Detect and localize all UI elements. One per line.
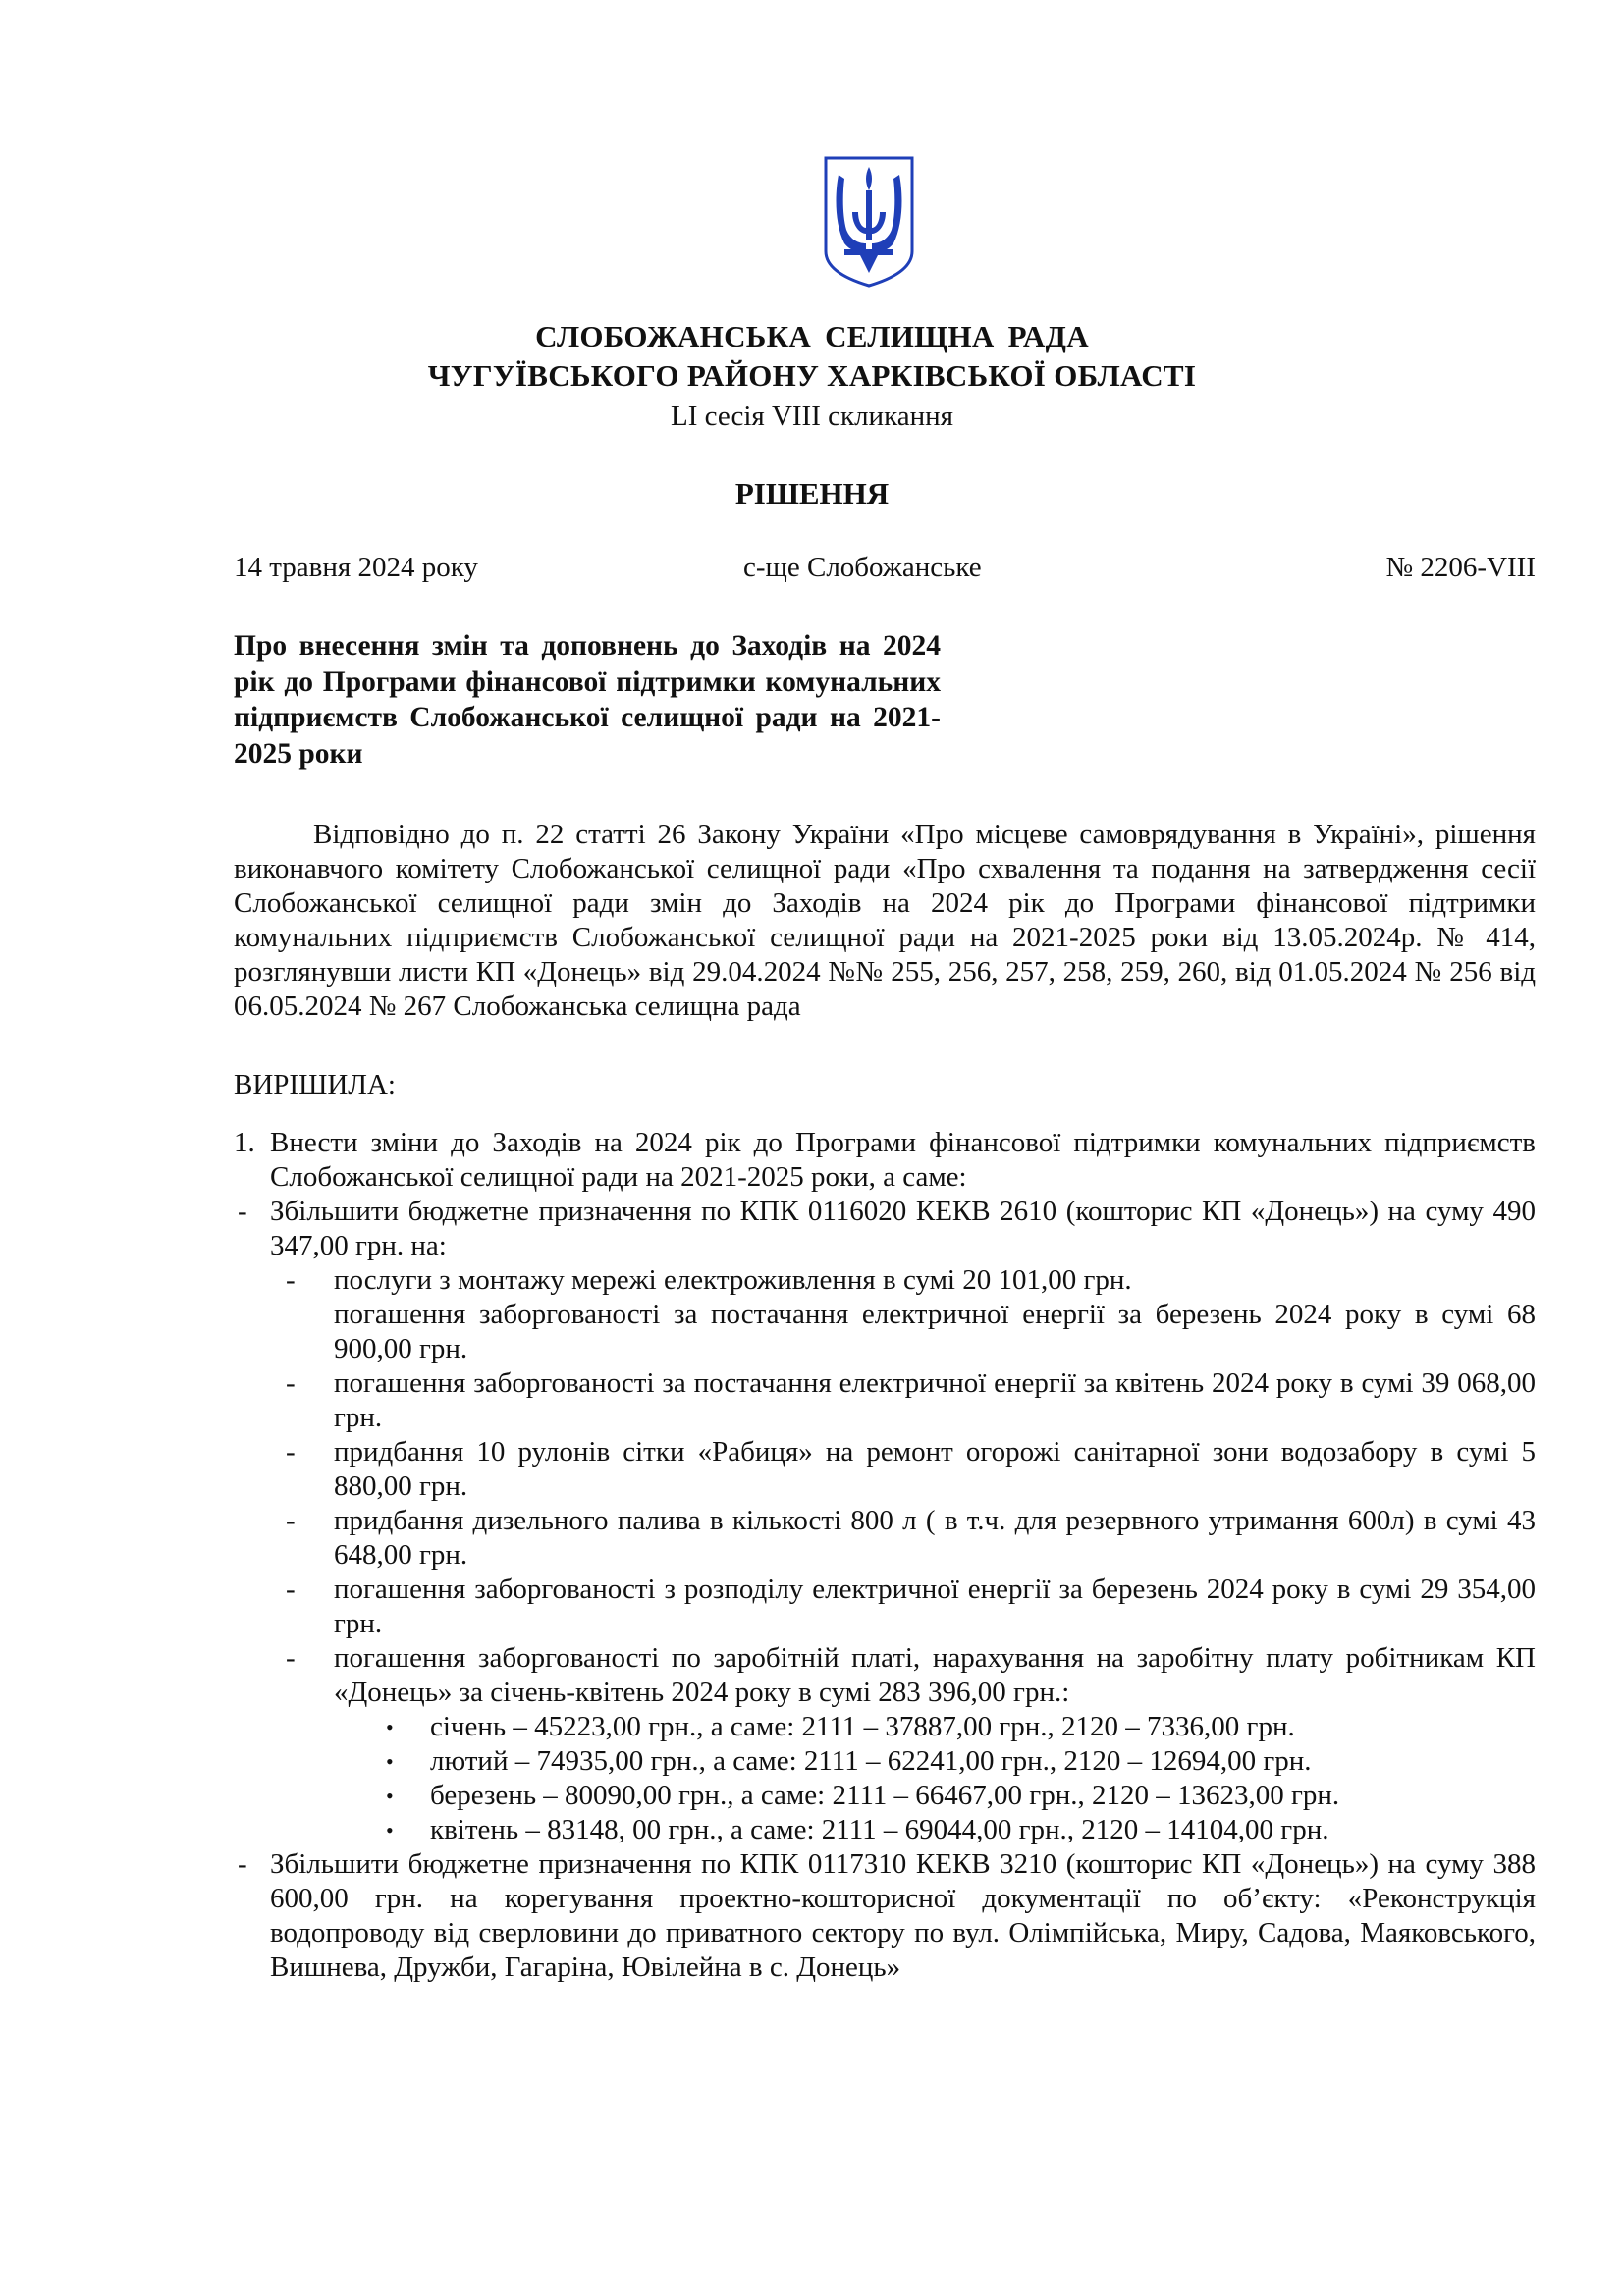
list-item [234, 1641, 1536, 1710]
list-item [234, 1126, 1536, 1195]
dash-marker: - [238, 1196, 247, 1227]
item-text: погашення заборгованості за постачання електричної енергії за квітень 2024 року в сумі 39 068,00 грн. [334, 1367, 1536, 1433]
decision-date: 14 травня 2024 року [234, 552, 478, 583]
bullet-text: січень – 45223,00 грн., а саме: 2111 – 37887,00 грн., 2120 – 7336,00 грн. [430, 1711, 1295, 1742]
list-item [234, 1504, 1536, 1573]
document-type: РІШЕННЯ [734, 476, 890, 510]
resolved-heading: ВИРІШИЛА: [234, 1069, 396, 1100]
list-item [234, 1263, 1536, 1298]
dash-marker: - [286, 1574, 296, 1605]
item-text: Внести зміни до Заходів на 2024 рік до Програми фінансової підтримки комунальних підприємств Слобожанської селищної ради на 2021-2025 роки, а саме: [270, 1127, 1536, 1193]
bullet-text: березень – 80090,00 грн., а саме: 2111 – 66467,00 грн., 2120 – 13623,00 грн. [430, 1780, 1340, 1811]
bullet-item [234, 1744, 1536, 1779]
council-name: СЛОБОЖАНСЬКА СЕЛИЩНА РАДА [535, 319, 1089, 353]
list-item [234, 1573, 1536, 1641]
dash-marker: - [286, 1264, 296, 1296]
session-line: LI сесія VIII скликання [671, 400, 953, 432]
decision-place: с-ще Слобожанське [743, 552, 982, 583]
decision-number: № 2206-VIII [1385, 552, 1536, 583]
item-text: погашення заборгованості по заробітній платі, нарахування на заробітну плату робітникам КП «Донець» за січень-квітень 2024 року в сумі 283 396,00 грн.: [334, 1642, 1536, 1708]
bullet-item [234, 1813, 1536, 1847]
item-number: 1. [234, 1127, 255, 1158]
list-item [234, 1847, 1536, 1985]
bullet-item [234, 1779, 1536, 1813]
bullet-text: квітень – 83148, 00 грн., а саме: 2111 – 69044,00 грн., 2120 – 14104,00 грн. [430, 1814, 1329, 1845]
bullet-marker: • [386, 1784, 394, 1808]
dash-marker: - [286, 1367, 296, 1399]
item-text: придбання дизельного палива в кількості 800 л ( в т.ч. для резервного утримання 600л) в сумі 43 648,00 грн. [334, 1505, 1536, 1571]
dash-marker: - [238, 1848, 247, 1880]
bullet-marker: • [386, 1818, 394, 1842]
item-text: послуги з монтажу мережі електроживлення в сумі 20 101,00 грн. [334, 1264, 1132, 1296]
list-item [234, 1435, 1536, 1504]
dash-marker: - [286, 1436, 296, 1468]
preamble-paragraph: Відповідно до п. 22 статті 26 Закону України «Про місцеве самоврядування в Україні», рішення виконавчого комітету Слобожанської селищної ради «Про схвалення та подання на затвердження сесії Слобожанської селищної ради змін до Заходів на 2024 рік до Програми фінансової підтримки комунальних підприємств Слобожанської селищної ради на 2021-2025 роки від 13.05.2024р. № 414, розглянувши листи КП «Донець» від 29.04.2024 №№ 255, 256, 257, 258, 259, 260, від 01.05.2024 № 256 від 06.05.2024 № 267 Слобожанська селищна рада [234, 819, 1536, 1022]
list-item [234, 1195, 1536, 1263]
list-item [234, 1298, 1536, 1366]
bullet-item [234, 1710, 1536, 1744]
item-text: погашення заборгованості за постачання електричної енергії за березень 2024 року в сумі 68 900,00 грн. [334, 1299, 1536, 1364]
decision-title: Про внесення змін та доповнень до Заходів на 2024 рік до Програми фінансової підтримки комунальних підприємств Слобожанської селищної ради на 2021-2025 роки [234, 630, 941, 770]
list-item [234, 1366, 1536, 1435]
dash-marker: - [286, 1505, 296, 1536]
item-text: погашення заборгованості з розподілу електричної енергії за березень 2024 року в сумі 29 354,00 грн. [334, 1574, 1536, 1639]
ukraine-trident-icon [823, 155, 915, 289]
decision-items [234, 1126, 1536, 1985]
district-name: ЧУГУЇВСЬКОГО РАЙОНУ ХАРКІВСЬКОЇ ОБЛАСТІ [427, 358, 1197, 393]
bullet-marker: • [386, 1749, 394, 1774]
item-text: Збільшити бюджетне призначення по КПК 0116020 КЕКВ 2610 (кошторис КП «Донець») на суму 490 347,00 грн. на: [270, 1196, 1536, 1261]
item-text: Збільшити бюджетне призначення по КПК 0117310 КЕКВ 3210 (кошторис КП «Донець») на суму 388 600,00 грн. на корегування проектно-кошторисної документації по об’єкту: «Реконструкція водопроводу від сверловини до приватного сектору по вул. Олімпійська, Миру, Садова, Маяковського, Вишнева, Дружби, Гагаріна, Ювілейна в с. Донець» [270, 1848, 1536, 1983]
item-text: придбання 10 рулонів сітки «Рабиця» на ремонт огорожі санітарної зони водозабору в сумі 5 880,00 грн. [334, 1436, 1536, 1502]
bullet-marker: • [386, 1715, 394, 1739]
bullet-text: лютий – 74935,00 грн., а саме: 2111 – 62241,00 грн., 2120 – 12694,00 грн. [430, 1745, 1312, 1777]
dash-marker: - [286, 1642, 296, 1674]
